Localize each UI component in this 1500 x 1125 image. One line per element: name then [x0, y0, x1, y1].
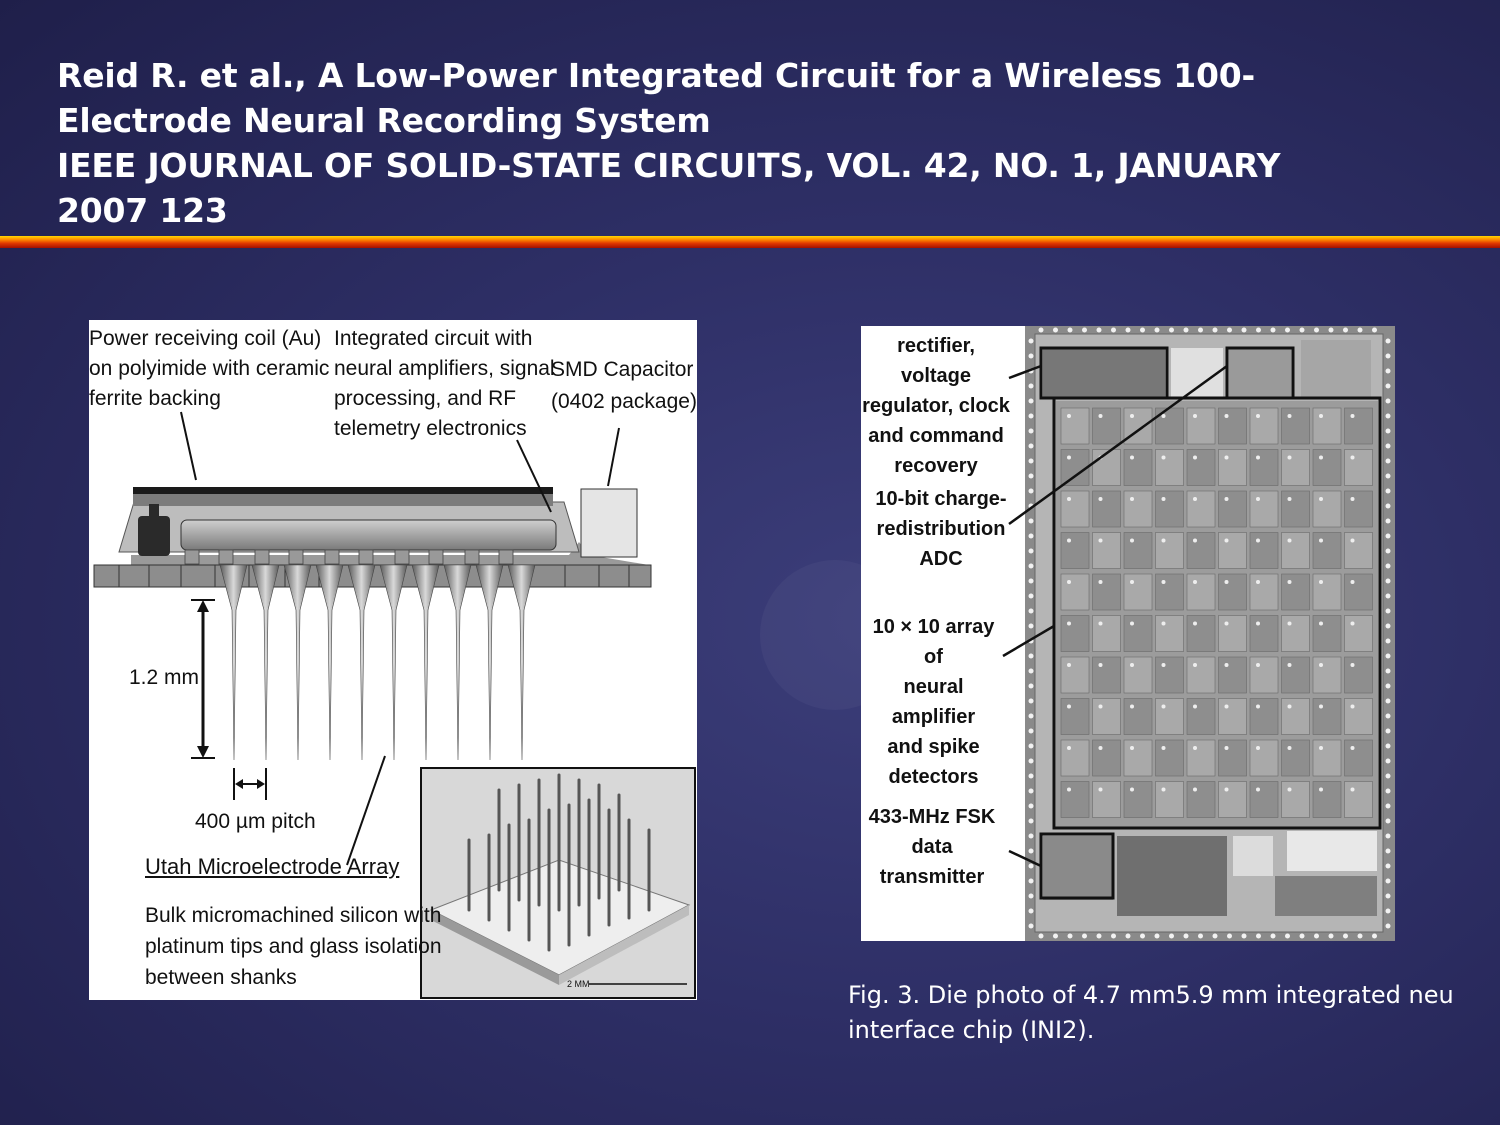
coil-label-line: Power receiving coil (Au)	[89, 327, 322, 350]
title-line-3: IEEE JOURNAL OF SOLID-STATE CIRCUITS, VOL. 42, NO. 1, JANUARY	[57, 146, 1281, 185]
array-desc-line: Bulk micromachined silicon with	[145, 904, 442, 927]
smd-label-line: (0402 package)	[551, 390, 697, 413]
amplifier-label-line: detectors	[888, 766, 979, 788]
pitch-label: 400 µm pitch	[195, 810, 316, 833]
array-desc-line: between shanks	[145, 966, 297, 989]
title-line-2: Electrode Neural Recording System	[57, 101, 711, 140]
rectifier-label-line: rectifier, voltage	[897, 335, 975, 387]
smd-label	[551, 354, 697, 418]
transmitter-label-line: data transmitter	[879, 836, 985, 888]
array-description	[145, 900, 442, 993]
ic-label-line: neural amplifiers, signal	[334, 357, 555, 380]
adc-label-line: redistribution	[876, 518, 1006, 540]
rectifier-label-line: and command	[868, 425, 1004, 447]
caption-line-2: interface chip (INI2).	[848, 1016, 1095, 1044]
rectifier-label-line: recovery	[894, 455, 978, 477]
transmitter-label	[861, 802, 1003, 892]
slide-header	[0, 0, 1500, 238]
coil-label	[89, 324, 329, 414]
adc-label	[861, 484, 1021, 574]
adc-label-line: 10-bit charge-	[875, 488, 1007, 510]
array-desc-line: platinum tips and glass isolation	[145, 935, 442, 958]
ic-label-line: telemetry electronics	[334, 417, 527, 440]
scale-label: 2 MM	[567, 979, 590, 989]
die-photo-figure	[861, 326, 1395, 941]
utah-array-figure	[89, 320, 697, 1000]
amplifier-label-line: neural amplifier	[891, 676, 976, 728]
figure-caption	[848, 978, 1454, 1048]
title-line-4: 2007 123	[57, 191, 228, 230]
smd-label-line: SMD Capacitor	[551, 358, 694, 381]
array-title: Utah Microelectrode Array	[145, 854, 400, 879]
amplifier-label-line: 10 × 10 array of	[872, 616, 995, 668]
rectifier-label	[861, 331, 1011, 481]
transmitter-label-line: 433-MHz FSK	[868, 806, 996, 828]
adc-label-line: ADC	[919, 548, 963, 570]
ic-label-line: processing, and RF	[334, 387, 517, 410]
caption-line-1: Fig. 3. Die photo of 4.7 mm5.9 mm integrated neu	[848, 981, 1454, 1009]
coil-label-line: ferrite backing	[89, 387, 221, 410]
amplifier-array-label	[861, 612, 1006, 792]
title-line-1: Reid R. et al., A Low-Power Integrated Circuit for a Wireless 100-	[57, 56, 1256, 95]
header-divider	[0, 236, 1500, 248]
coil-label-line: on polyimide with ceramic	[89, 357, 330, 380]
amplifier-label-line: and spike	[887, 736, 980, 758]
ic-label-line: Integrated circuit with	[334, 327, 533, 350]
ic-label	[334, 324, 555, 444]
rectifier-label-line: regulator, clock	[862, 395, 1010, 417]
height-label: 1.2 mm	[129, 666, 200, 689]
